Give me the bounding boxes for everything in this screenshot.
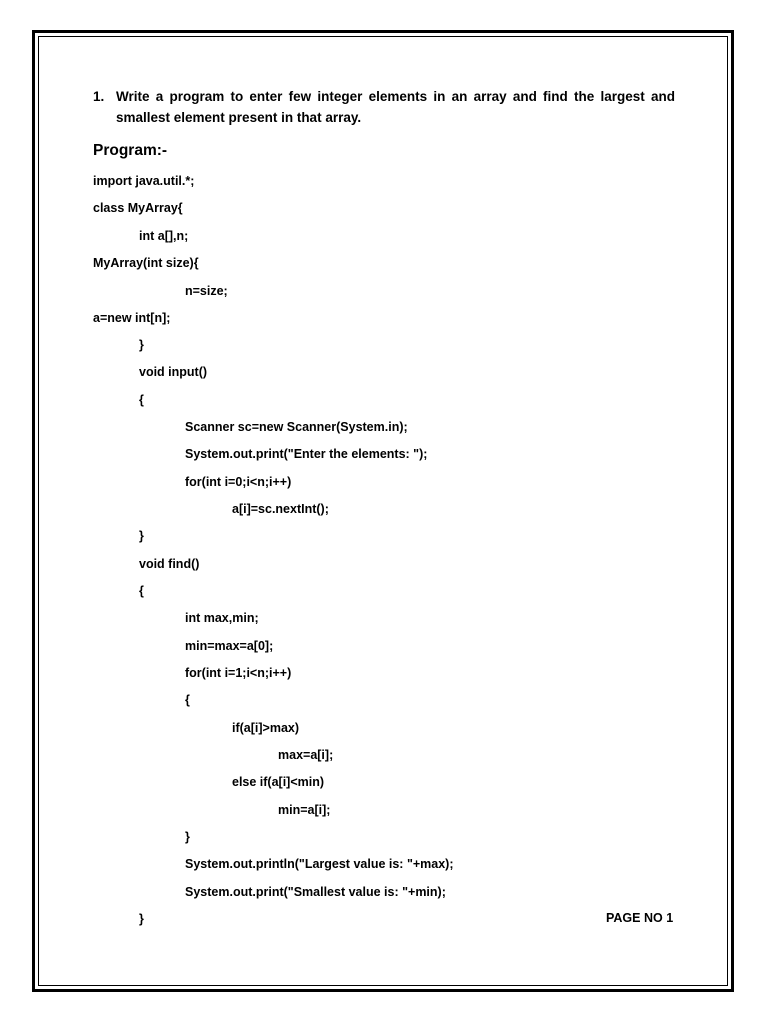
code-line: void input()	[139, 365, 208, 379]
code-line: n=size;	[185, 284, 228, 298]
code-line: Scanner sc=new Scanner(System.in);	[185, 420, 408, 434]
code-line: System.out.print("Enter the elements: ");	[185, 447, 428, 461]
code-line: }	[139, 912, 144, 926]
code-line: if(a[i]>max)	[232, 721, 300, 735]
code-line: }	[139, 529, 144, 543]
code-line: System.out.println("Largest value is: "+max);	[185, 857, 454, 871]
question-block	[93, 86, 675, 128]
code-line: min=a[i];	[278, 803, 331, 817]
code-line: int a[],n;	[139, 229, 189, 243]
code-line: }	[139, 338, 144, 352]
code-line: {	[139, 584, 144, 598]
program-heading: Program:-	[93, 142, 168, 159]
code-line: a=new int[n];	[93, 311, 171, 325]
code-line: for(int i=0;i<n;i++)	[185, 475, 292, 489]
page-number: PAGE NO 1	[606, 911, 674, 925]
code-line: for(int i=1;i<n;i++)	[185, 666, 292, 680]
code-line: max=a[i];	[278, 748, 334, 762]
code-line: else if(a[i]<min)	[232, 775, 325, 789]
code-line: MyArray(int size){	[93, 256, 199, 270]
question-number: 1.	[93, 89, 105, 104]
code-line: {	[185, 693, 190, 707]
code-line: void find()	[139, 557, 200, 571]
code-line: }	[185, 830, 190, 844]
code-line: {	[139, 393, 144, 407]
code-line: System.out.print("Smallest value is: "+min);	[185, 885, 446, 899]
code-line: min=max=a[0];	[185, 639, 274, 653]
question-text: Write a program to enter few integer elements in an array and find the largest and smallest element present in that array.	[116, 89, 675, 125]
code-line: import java.util.*;	[93, 174, 195, 188]
code-line: class MyArray{	[93, 201, 183, 215]
code-line: int max,min;	[185, 611, 259, 625]
code-line: a[i]=sc.nextInt();	[232, 502, 329, 516]
